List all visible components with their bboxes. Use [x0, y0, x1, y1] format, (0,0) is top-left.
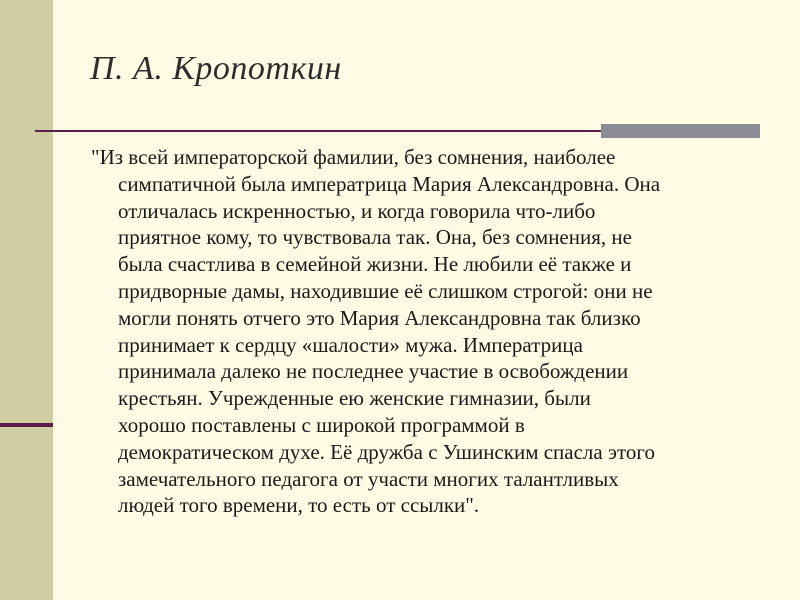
quote-line: отличалась искренностью, и когда говорила что-либо	[118, 198, 596, 223]
quote-line: замечательного педагога от участи многих талантливых	[118, 466, 619, 491]
quote-line: симпатичной была императрица Мария Александровна. Она	[118, 171, 661, 196]
left-decorative-band	[0, 0, 53, 600]
quote-line: принимала далеко не последнее участие в освобождении	[118, 359, 629, 384]
quote-line: демократическом духе. Её дружба с Ушинским спасла этого	[118, 439, 655, 464]
quote-text	[91, 144, 763, 519]
quote-line: людей того времени, то есть от ссылки".	[118, 493, 480, 518]
quote-line: "Из всей императорской фамилии, без сомнения, наиболее	[91, 145, 616, 169]
quote-line: хорошо поставлены с широкой программой в	[118, 412, 525, 437]
quote-line: принимает к сердцу «шалости» мужа. Императрица	[118, 332, 583, 357]
left-band-accent-line	[0, 423, 53, 427]
quote-line: была счастлива в семейной жизни. Не любили её также и	[118, 252, 632, 277]
quote-line: приятное кому, то чувствовала так. Она, без сомнения, не	[118, 225, 632, 250]
quote-line: могли понять отчего это Мария Александровна так близко	[118, 305, 641, 330]
quote-line: крестьян. Учрежденные ею женские гимназии, были	[118, 386, 591, 411]
title-divider-block	[601, 124, 760, 138]
slide-title: П. А. Кропоткин	[90, 50, 342, 87]
title-divider-line	[35, 130, 601, 132]
quote-line: придворные дамы, находившие её слишком строгой: они не	[118, 278, 653, 303]
